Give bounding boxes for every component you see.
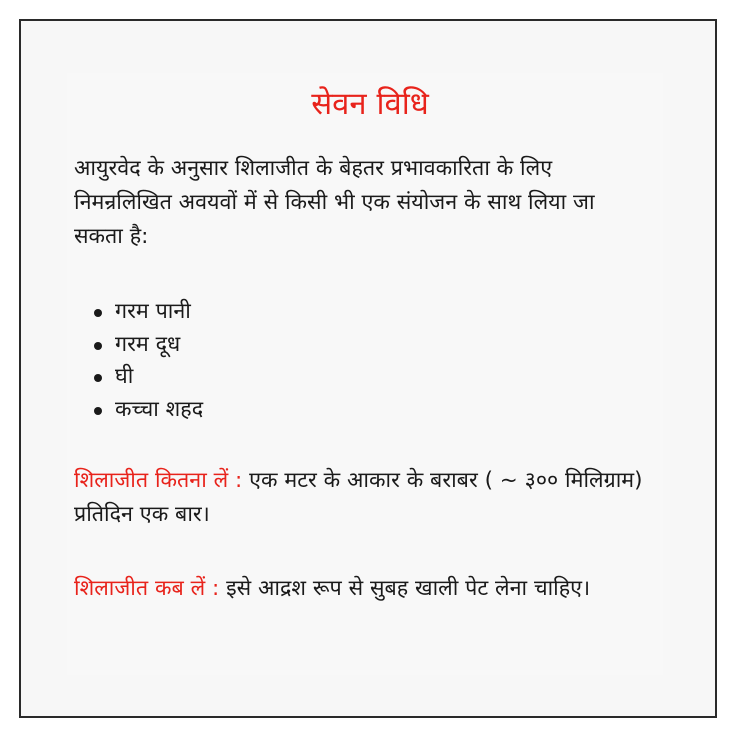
page-title: सेवन विधि: [311, 86, 429, 122]
bullet-icon: [94, 407, 102, 415]
ingredient-list: [94, 296, 203, 426]
timing-text: इसे आद्रश रूप से सुबह खाली पेट लेना चाहिए।: [219, 576, 591, 601]
dosage-text: एक मटर के आकार के बराबर ( ~ ३०० मिलिग्राम) प्रतिदिन एक बार।: [74, 468, 643, 527]
list-item-label: गरम पानी: [115, 299, 191, 324]
timing-paragraph: [74, 572, 646, 606]
dosage-label: शिलाजीत कितना लें :: [74, 468, 243, 493]
list-item: [94, 296, 203, 329]
bullet-icon: [94, 342, 102, 350]
list-item: [94, 329, 203, 362]
list-item-label: गरम दूध: [115, 331, 181, 357]
list-item: [94, 361, 203, 394]
list-item-label: घी: [115, 364, 134, 389]
list-item-label: कच्चा शहद: [115, 396, 204, 422]
bullet-icon: [94, 309, 102, 317]
dosage-paragraph: [74, 464, 646, 532]
intro-paragraph: आयुरवेद के अनुसार शिलाजीत के बेहतर प्रभावकारिता के लिए निमन्रलिखित अवयवों में से किसी भी एक संयोजन के साथ लिया जा सकता है:: [74, 156, 595, 249]
list-item: [94, 394, 203, 427]
bullet-icon: [94, 374, 102, 382]
timing-label: शिलाजीत कब लें :: [74, 576, 220, 601]
